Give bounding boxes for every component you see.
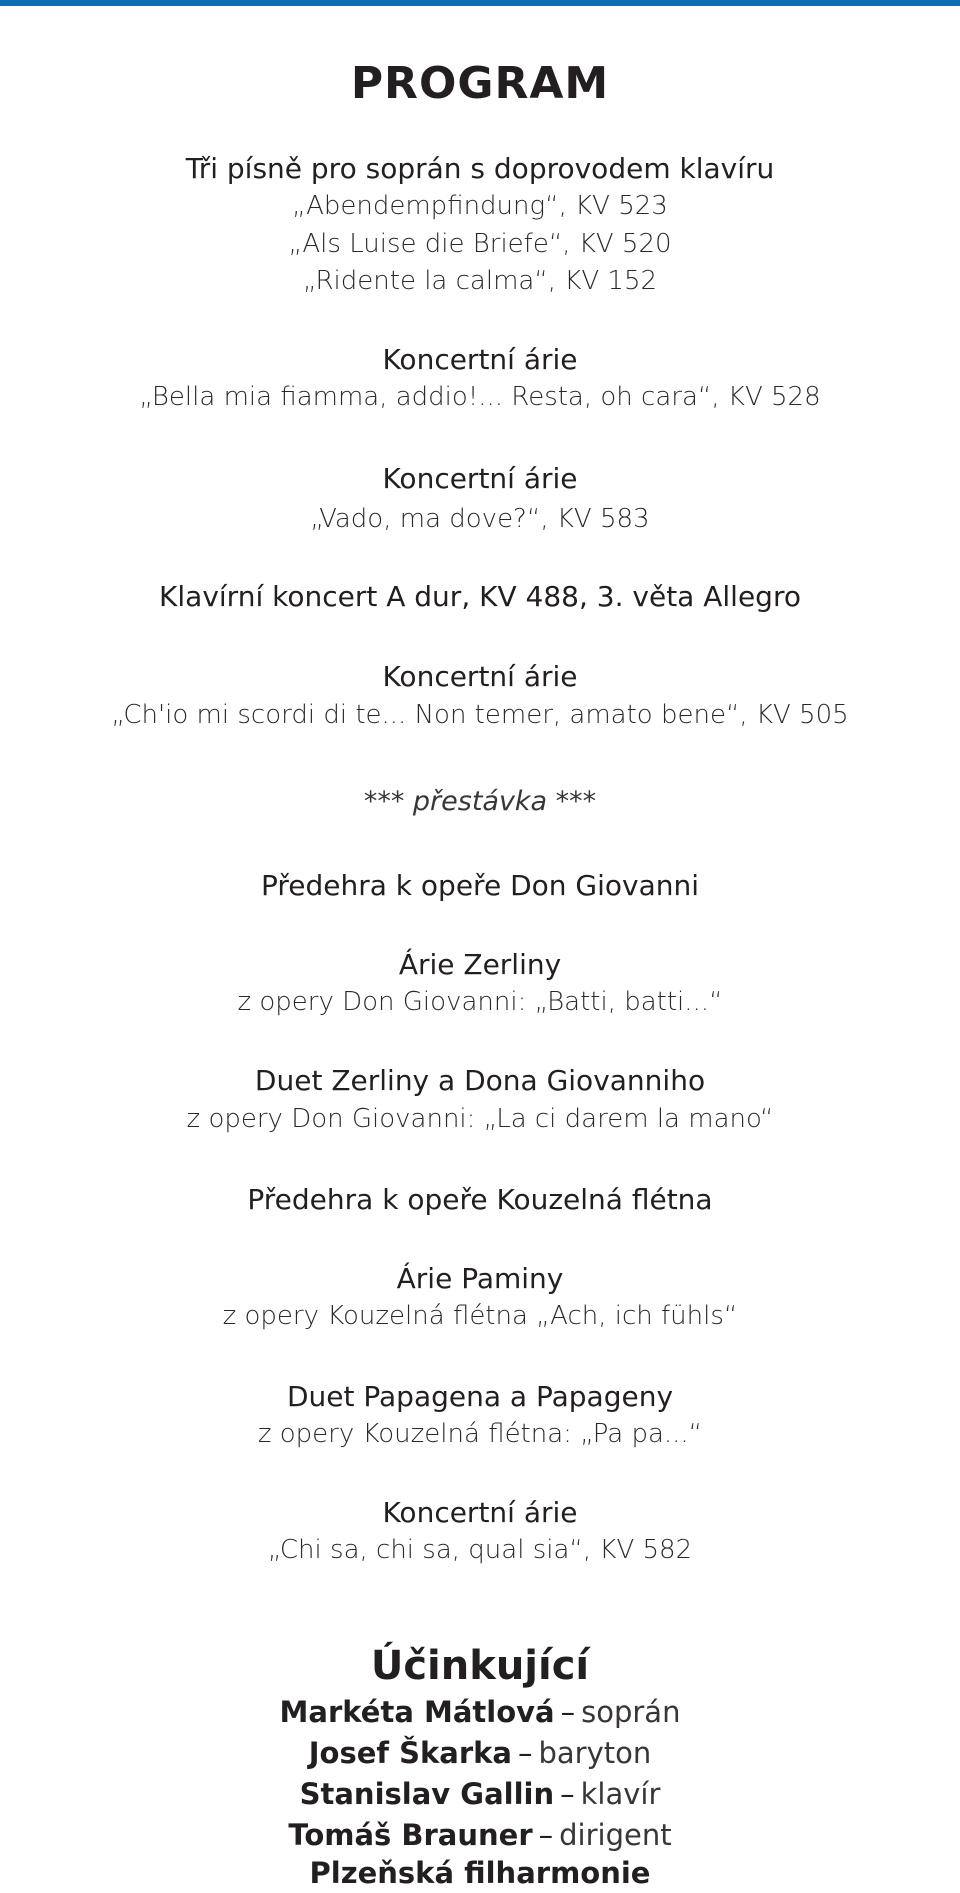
program-item-heading: Duet Papagena a Papageny (286, 1380, 674, 1413)
performer-role: soprán (581, 1695, 681, 1729)
performer-dash: – (518, 1736, 533, 1770)
performer-role: klavír (580, 1777, 661, 1811)
program-item-heading: Koncertní árie (382, 343, 578, 376)
program-item-detail: z opery Don Giovanni: „Batti, batti...“ (237, 987, 723, 1017)
program-item-detail: „Als Luise die Briefe“, KV 520 (288, 229, 672, 259)
program-item-detail: „Chi sa, chi sa, qual sia“, KV 582 (267, 1535, 693, 1565)
program-item-detail: „Ridente la calma“, KV 152 (302, 266, 658, 296)
performer-line (0, 1695, 960, 1729)
program-item-detail: z opery Kouzelná flétna „Ach, ich fühls“ (222, 1301, 738, 1331)
performer-dash: – (560, 1695, 576, 1729)
program-item-heading: Klavírní koncert A dur, KV 488, 3. věta Allegro (159, 580, 801, 613)
program-item-heading: Árie Zerliny (398, 948, 562, 981)
performer-name: Plzeňská filharmonie (309, 1856, 651, 1890)
intermission-label: *** přestávka *** (363, 786, 597, 817)
performer-line (0, 1856, 960, 1890)
performer-line (0, 1818, 960, 1852)
program-item-heading: Koncertní árie (382, 660, 578, 693)
program-item-detail: z opery Kouzelná flétna: „Pa pa...“ (257, 1419, 703, 1449)
performer-line (0, 1736, 960, 1770)
performers-title: Účinkující (370, 1643, 590, 1689)
performer-name: Markéta Mátlová (279, 1695, 555, 1729)
program-item-detail: „Bella mia fiamma, addio!... Resta, oh cara“, KV 528 (139, 382, 821, 412)
page-title: PROGRAM (350, 58, 610, 109)
performer-name: Josef Škarka (308, 1736, 512, 1770)
program-item-detail: „Ch'io mi scordi di te... Non temer, amato bene“, KV 505 (111, 700, 849, 730)
program-item-heading: Koncertní árie (382, 462, 578, 495)
performer-dash: – (560, 1777, 575, 1811)
program-item-detail: „Vado, ma dove?“, KV 583 (310, 504, 650, 534)
performer-dash: – (538, 1818, 554, 1852)
program-item-heading: Duet Zerliny a Dona Giovanniho (254, 1064, 706, 1097)
program-item-heading: Předehra k opeře Don Giovanni (260, 869, 700, 902)
program-item-detail: „Abendempfindung“, KV 523 (292, 191, 668, 221)
program-item-heading: Tři písně pro soprán s doprovodem klavíru (185, 152, 775, 185)
performer-name: Tomáš Brauner (288, 1818, 533, 1852)
program-item-heading: Árie Paminy (396, 1262, 564, 1295)
top-accent-bar (0, 0, 960, 6)
performer-line (0, 1777, 960, 1811)
performer-role: baryton (538, 1736, 652, 1770)
performer-role: dirigent (559, 1818, 672, 1852)
performer-name: Stanislav Gallin (299, 1777, 555, 1811)
program-item-heading: Předehra k opeře Kouzelná flétna (247, 1183, 713, 1216)
program-item-detail: z opery Don Giovanni: „La ci darem la mano“ (186, 1104, 774, 1134)
program-item-heading: Koncertní árie (382, 1496, 578, 1529)
